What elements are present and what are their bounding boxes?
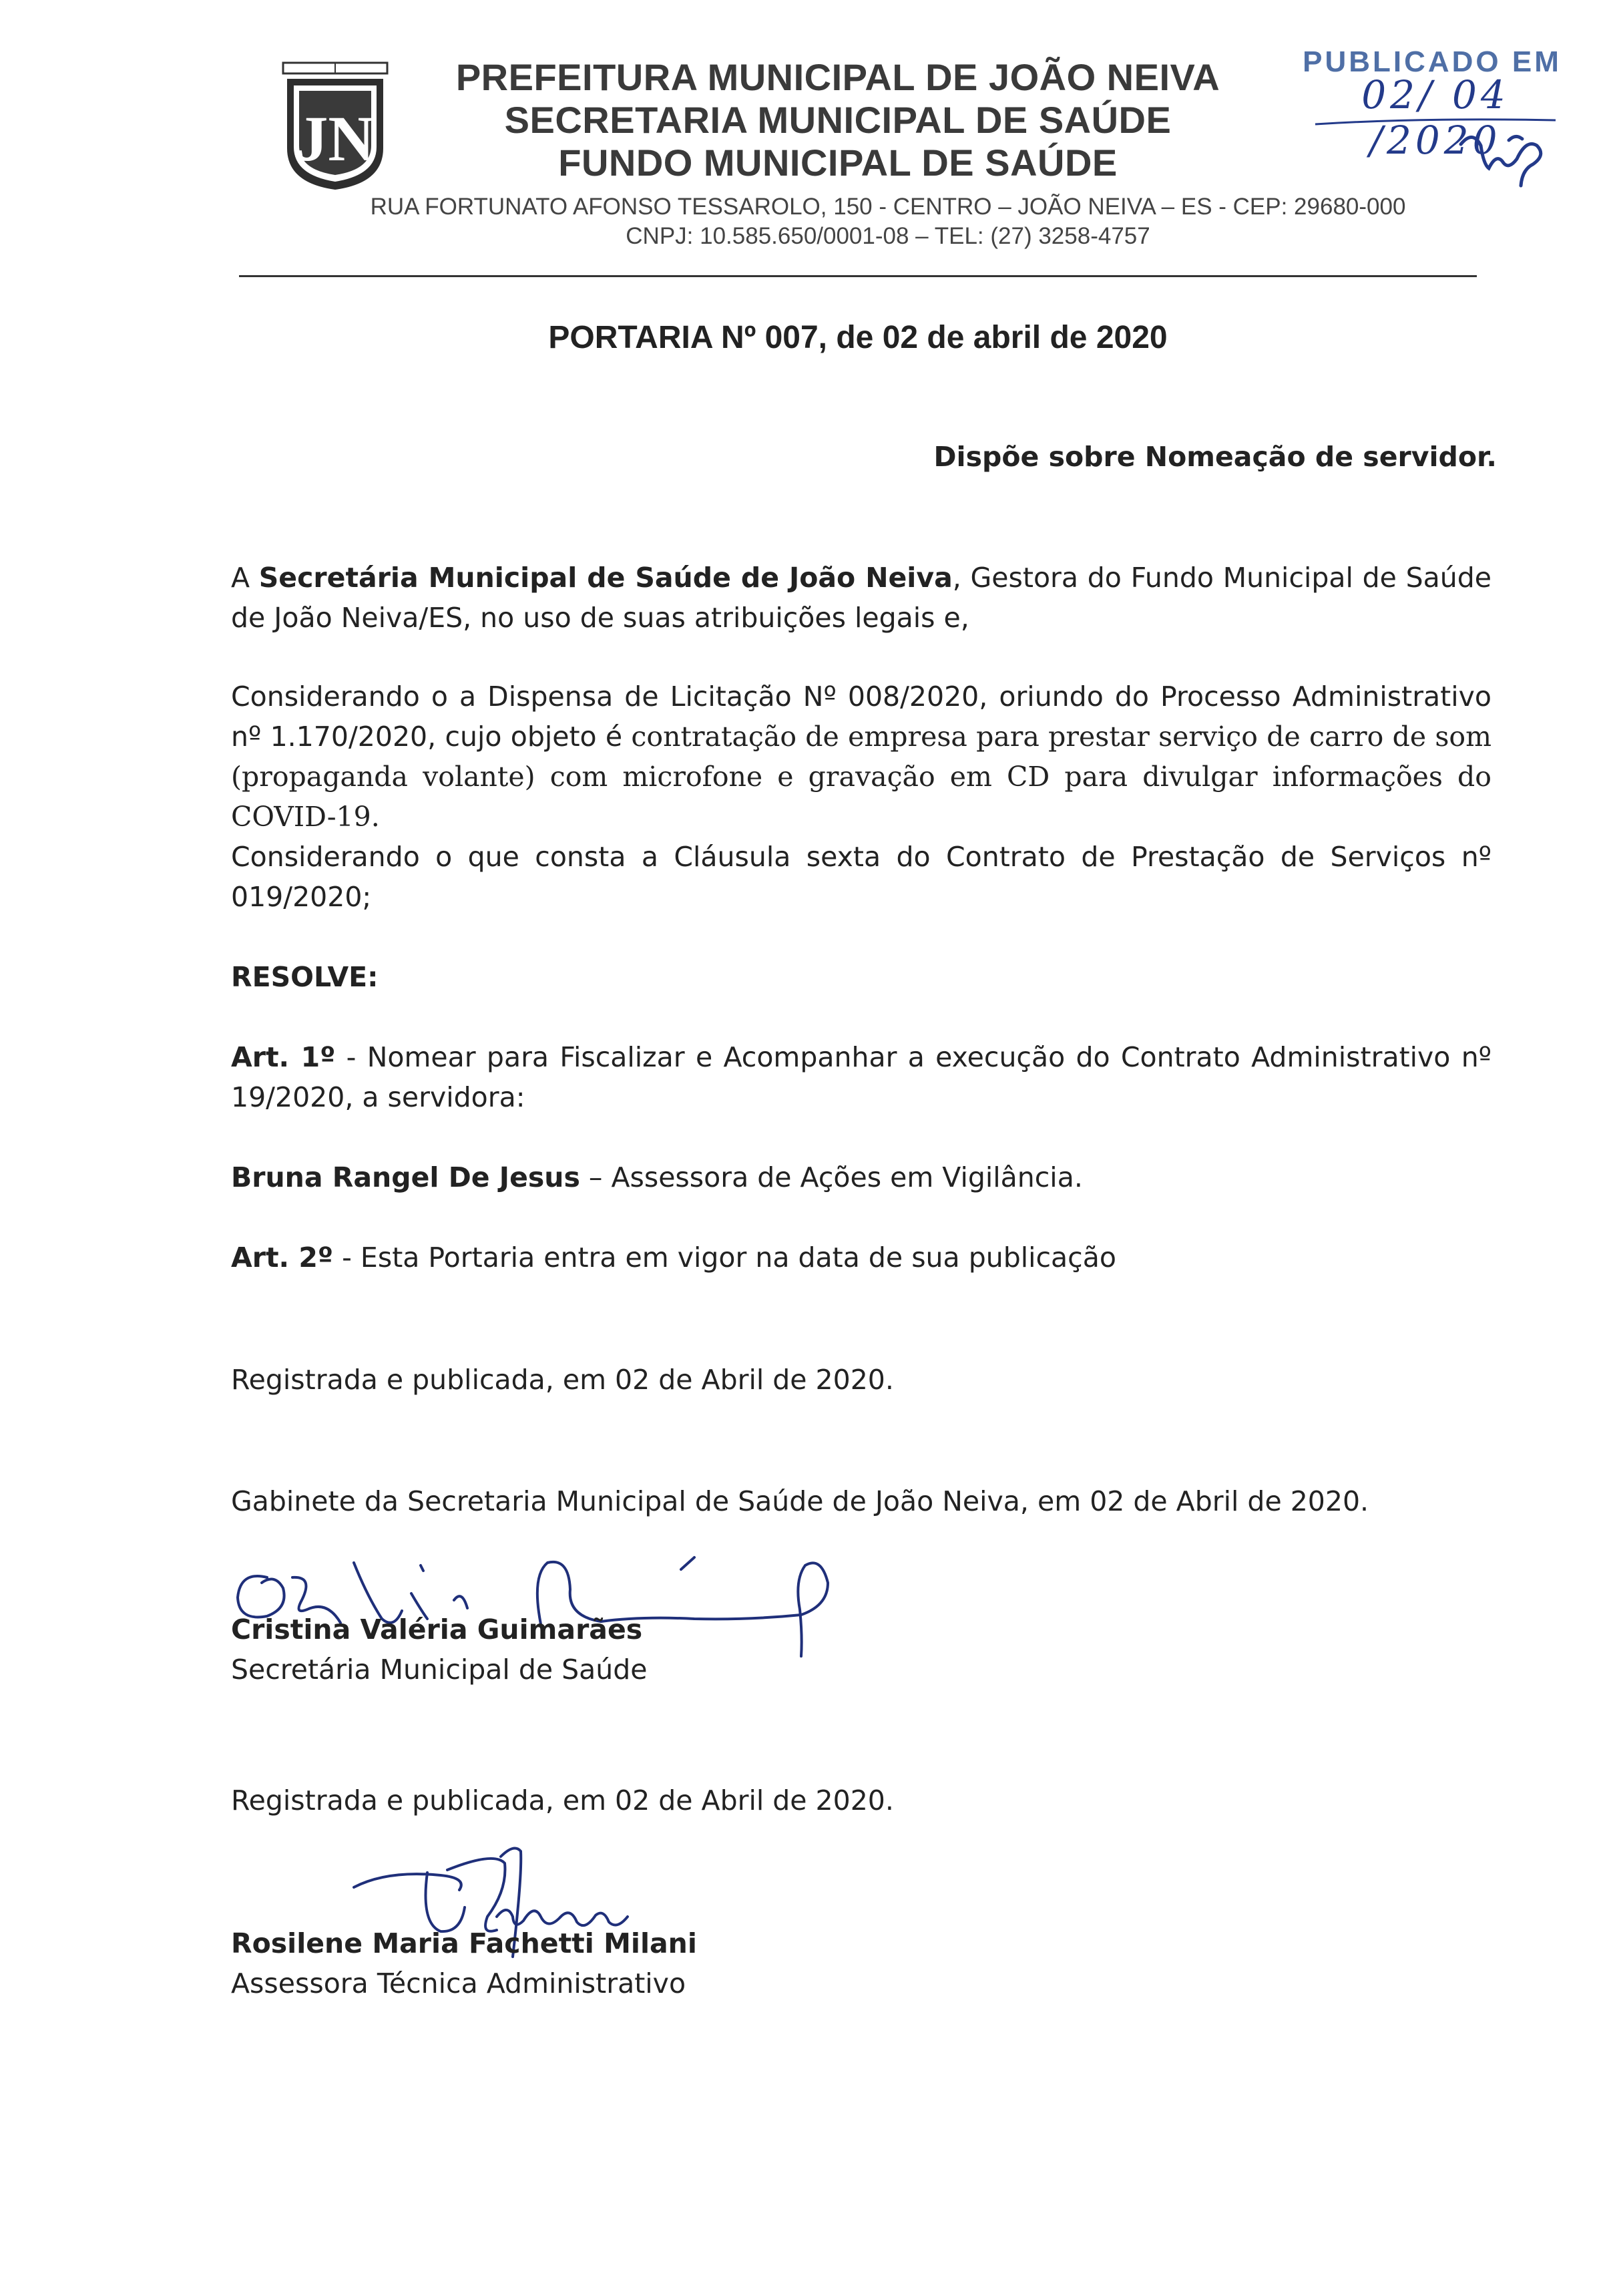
nominee-role: – Assessora de Ações em Vigilância.	[580, 1161, 1083, 1193]
resolve-heading: RESOLVE:	[231, 961, 379, 993]
intro-paragraph	[231, 558, 1491, 638]
signer-1-role: Secretária Municipal de Saúde	[231, 1654, 648, 1686]
publication-stamp	[1289, 45, 1582, 199]
stamp-initials-icon	[1289, 45, 1582, 199]
document-ementa: Dispõe sobre Nomeação de servidor.	[933, 441, 1497, 473]
signer-1-name: Cristina Valéria Guimarães	[231, 1613, 643, 1646]
considering-paragraph-1	[231, 677, 1491, 837]
nominee-name: Bruna Rangel De Jesus	[231, 1161, 580, 1193]
letterhead-line2: SECRETARIA MUNICIPAL DE SAÚDE	[504, 99, 1172, 141]
header-divider	[239, 275, 1477, 277]
nominee-line	[231, 1157, 1083, 1197]
article-1-label: Art. 1º	[231, 1041, 336, 1073]
article-2-label: Art. 2º	[231, 1241, 334, 1274]
intro-rest: , Gestora do Fundo Municipal de Saúde de João Neiva/ES, no uso de suas atribuições legais e,	[231, 562, 1491, 634]
intro-lead: A	[231, 562, 259, 594]
considering-paragraph-2: Considerando o que consta a Cláusula sexta do Contrato de Prestação de Serviços nº 019/2020;	[231, 841, 1491, 913]
registered-line-1: Registrada e publicada, em 02 de Abril de 2020.	[231, 1364, 894, 1396]
letterhead-line1: PREFEITURA MUNICIPAL DE JOÃO NEIVA	[455, 56, 1220, 98]
cabinet-line: Gabinete da Secretaria Municipal de Saúde de João Neiva, em 02 de Abril de 2020.	[231, 1485, 1369, 1517]
registered-line-2: Registrada e publicada, em 02 de Abril de 2020.	[231, 1784, 894, 1816]
article-1-text: - Nomear para Fiscalizar e Acompanhar a execução do Contrato Administrativo nº 19/2020, a servidora:	[231, 1041, 1491, 1113]
document-title: PORTARIA Nº 007, de 02 de abril de 2020	[548, 320, 1168, 355]
signer-2-name: Rosilene Maria Fachetti Milani	[231, 1927, 697, 1959]
svg-text:JN: JN	[296, 103, 375, 174]
letterhead-address: RUA FORTUNATO AFONSO TESSAROLO, 150 - CENTRO – JOÃO NEIVA – ES - CEP: 29680-000	[370, 194, 1406, 220]
letterhead-contact: CNPJ: 10.585.650/0001-08 – TEL: (27) 3258-4757	[626, 223, 1150, 249]
article-2-text: - Esta Portaria entra em vigor na data de sua publicação	[333, 1241, 1116, 1274]
intro-bold: Secretária Municipal de Saúde de João Neiva	[258, 562, 953, 594]
letterhead-line3: FUNDO MUNICIPAL DE SAÚDE	[558, 142, 1118, 184]
letterhead-titles	[401, 56, 1275, 184]
letterhead-address-block	[254, 192, 1522, 251]
stamp-date: 02/ 04 /2020	[1361, 72, 1510, 163]
signer-2-role: Assessora Técnica Administrativo	[231, 1967, 686, 1999]
municipal-crest-icon	[279, 61, 391, 192]
considering-1-part-a: Considerando o a Dispensa de Licitação Nº 008/2020, oriundo do Processo Administrativo nº 1.170/2020, cujo objeto é	[231, 681, 1491, 753]
article-1	[231, 1037, 1491, 1117]
considering-1-part-b: contratação de empresa para prestar serviço de carro de som (propaganda volante) com microfone e gravação em CD para divulgar informações do COVID-19.	[231, 721, 1491, 833]
article-2	[231, 1237, 1116, 1278]
stamp-title: PUBLICADO EM	[1303, 45, 1562, 78]
